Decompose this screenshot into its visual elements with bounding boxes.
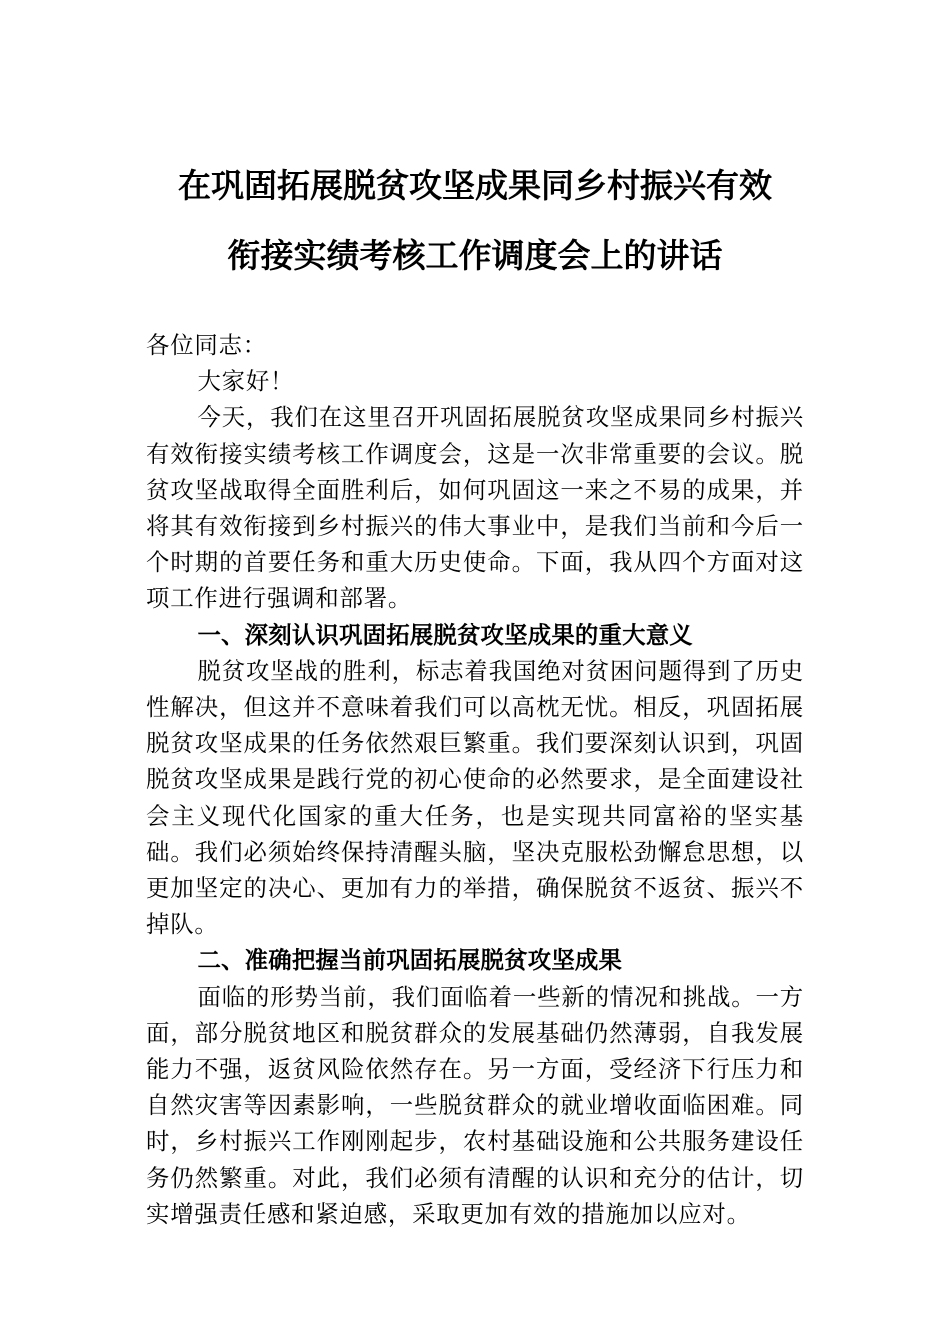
section-2-heading: 二、准确把握当前巩固拓展脱贫攻坚成果 <box>197 946 623 975</box>
salutation: 各位同志： <box>146 331 267 359</box>
intro-paragraph: 今天，我们在这里召开巩固拓展脱贫攻坚成果同乡村振兴有效衔接实绩考核工作调度会，这是一次非常重要的会议。脱贫攻坚战取得全面胜利后，如何巩固这一来之不易的成果，并将其有效衔接到乡村振兴的伟大事业中，是我们当前和今后一个时期的首要任务和重大历史使命。下面，我从四个方面对这项工作进行强调和部署。 <box>146 403 804 613</box>
section-2-paragraph: 面临的形势当前，我们面临着一些新的情况和挑战。一方面，部分脱贫地区和脱贫群众的发展基础仍然薄弱，自我发展能力不强，返贫风险依然存在。另一方面，受经济下行压力和自然灾害等因素影响，一些脱贫群众的就业增收面临困难。同时，乡村振兴工作刚刚起步，农村基础设施和公共服务建设任务仍然繁重。对此，我们必须有清醒的认识和充分的估计，切实增强责任感和紧迫感，采取更加有效的措施加以应对。 <box>146 982 804 1228</box>
document-title-line-1: 在巩固拓展脱贫攻坚成果同乡村振兴有效 <box>178 166 772 205</box>
greeting: 大家好！ <box>197 367 295 396</box>
section-1-paragraph: 脱贫攻坚战的胜利，标志着我国绝对贫困问题得到了历史性解决，但这并不意味着我们可以高枕无忧。相反，巩固拓展脱贫攻坚成果的任务依然艰巨繁重。我们要深刻认识到，巩固脱贫攻坚成果是践行党的初心使命的必然要求，是全面建设社会主义现代化国家的重大任务，也是实现共同富裕的坚实基础。我们必须始终保持清醒头脑，坚决克服松劲懈怠思想，以更加坚定的决心、更加有力的举措，确保脱贫不返贫、振兴不掉队。 <box>146 656 804 939</box>
section-1-heading: 一、深刻认识巩固拓展脱贫攻坚成果的重大意义 <box>197 620 693 649</box>
document-title-line-2: 衔接实绩考核工作调度会上的讲话 <box>227 236 723 275</box>
document-body <box>146 327 804 1232</box>
